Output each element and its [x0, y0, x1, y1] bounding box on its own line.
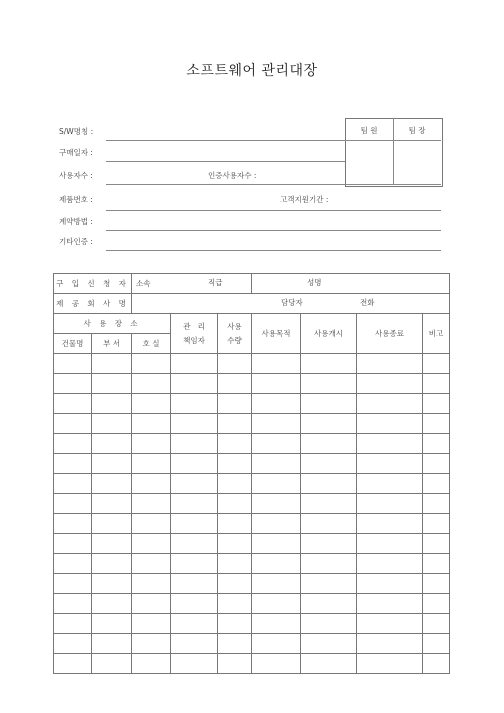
position-label: 직급 [208, 278, 223, 287]
requester-label: 구 입 신 청 자 [54, 274, 132, 294]
usage-table [53, 273, 450, 674]
purpose-header: 사용목적 [252, 314, 301, 354]
product-no-label: 제품번호 : [59, 195, 93, 204]
manager-header-top: 관 리 [183, 321, 205, 331]
approval-staff-label: 팀 원 [360, 126, 378, 135]
other-cert-label: 기타인증 : [59, 237, 93, 246]
table-row [54, 534, 450, 554]
table-row [54, 354, 450, 374]
table-row [54, 614, 450, 634]
purchase-date-label: 구매일자 : [59, 148, 93, 157]
sw-name-label: S/W명칭 : [59, 127, 94, 136]
contract-method-line [106, 230, 441, 231]
table-row [54, 634, 450, 654]
supplier-label: 제 공 회 사 명 [54, 294, 132, 314]
supplier-info [132, 294, 450, 314]
table-row [54, 554, 450, 574]
phone-label: 전화 [360, 298, 375, 307]
table-row [54, 434, 450, 454]
support-period-label: 고객지원기간 : [280, 195, 329, 204]
table-row [54, 514, 450, 534]
end-header: 사용종료 [357, 314, 423, 354]
manager-header-bottom: 책임자 [183, 335, 205, 345]
approval-leader-label: 팀 장 [408, 126, 426, 135]
table-row [54, 494, 450, 514]
contract-method-label: 계약방법 : [59, 217, 93, 226]
room-header: 호 실 [132, 334, 171, 354]
users-label: 사용자수 : [59, 171, 93, 180]
qty-header-top: 사용 [227, 321, 242, 331]
table-row [54, 574, 450, 594]
table-row [54, 594, 450, 614]
qty-header [218, 314, 252, 354]
dept-header: 부 서 [92, 334, 132, 354]
affiliation-label: 소속 [132, 274, 252, 294]
approval-header-line [345, 140, 441, 141]
table-row [54, 454, 450, 474]
table-row [54, 374, 450, 394]
sw-name-line [106, 140, 345, 141]
name-label: 성명 [307, 278, 322, 287]
table-row [54, 474, 450, 494]
users-line [106, 184, 441, 185]
other-cert-line [106, 250, 441, 251]
product-no-line [106, 210, 441, 211]
certified-users-label: 인증사용자수 : [208, 171, 257, 180]
table-row [54, 654, 450, 674]
contact-person-label: 담당자 [281, 298, 303, 307]
note-header: 비고 [423, 314, 450, 354]
manager-header [171, 314, 218, 354]
page-title: 소프트웨어 관리대장 [186, 63, 318, 79]
purchase-date-line [106, 161, 345, 162]
building-header: 건물명 [54, 334, 92, 354]
qty-header-bottom: 수량 [227, 335, 242, 345]
requester-info [208, 274, 450, 294]
location-header: 사 용 장 소 [54, 314, 171, 334]
start-header: 사용개시 [301, 314, 357, 354]
table-row [54, 394, 450, 414]
table-row [54, 414, 450, 434]
